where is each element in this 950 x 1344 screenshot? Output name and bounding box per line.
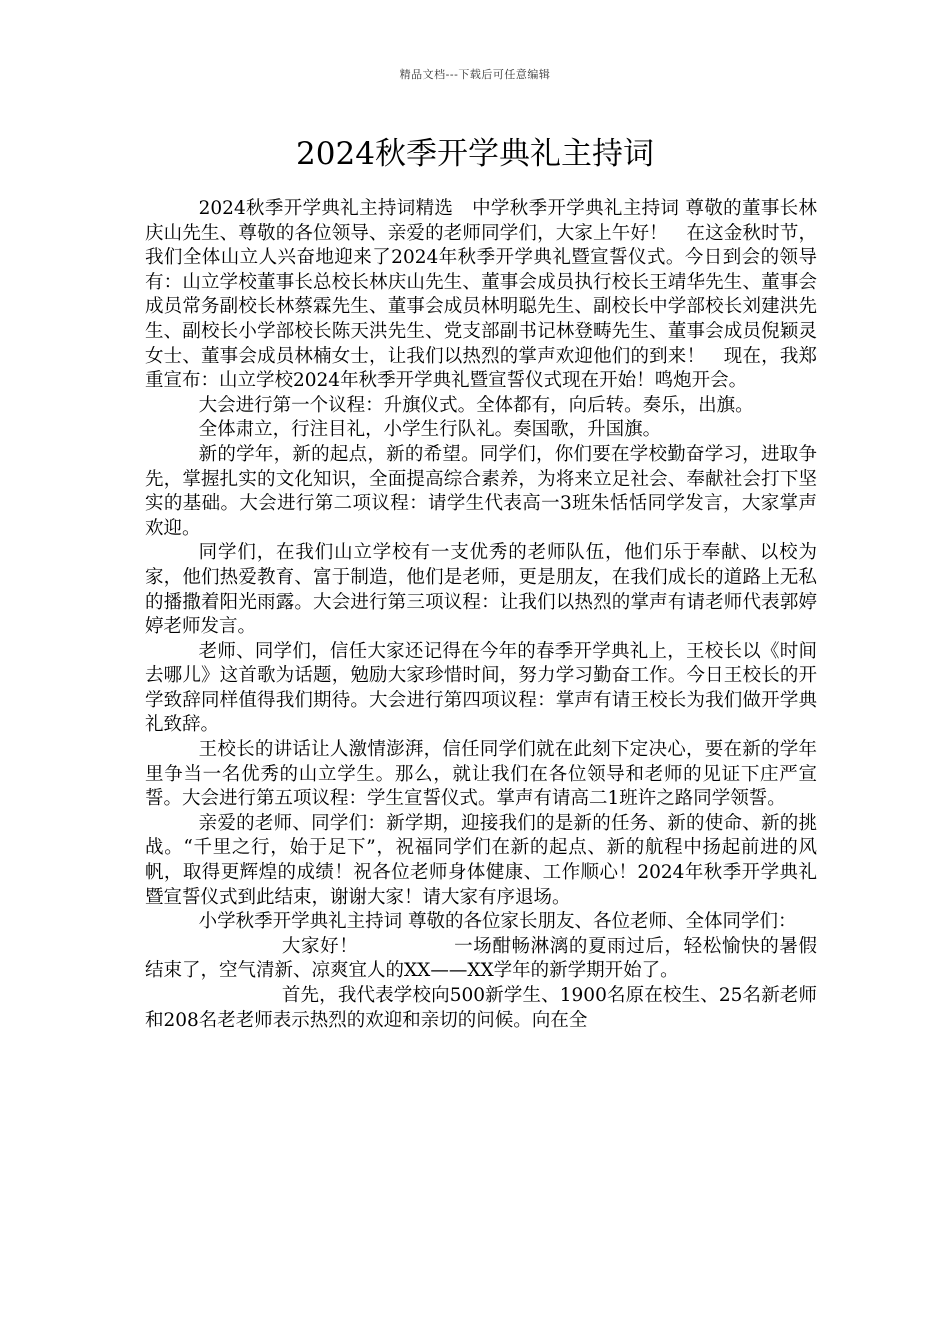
document-body bbox=[145, 197, 817, 1033]
paragraph: 王校长的讲话让人激情澎湃，信任同学们就在此刻下定决心，要在新的学年里争当一名优秀的山立学生。那么，就让我们在各位领导和老师的见证下庄严宣誓。大会进行第五项议程：学生宣誓仪式。掌声有请高二1班许之路同学领誓。 bbox=[145, 739, 817, 810]
header-note: 精品文档---下载后可任意编辑 bbox=[399, 68, 551, 81]
document-title: 2024秋季开学典礼主持词 bbox=[296, 136, 654, 172]
paragraph: 大家好！ 一场酣畅淋漓的夏雨过后，轻松愉快的暑假结束了，空气清新、凉爽宜人的XX——XX学年的新学期开始了。 bbox=[145, 935, 817, 982]
paragraph: 同学们，在我们山立学校有一支优秀的老师队伍，他们乐于奉献、以校为家，他们热爱教育、富于制造，他们是老师，更是朋友，在我们成长的道路上无私的播撒着阳光雨露。大会进行第三项议程：让我们以热烈的掌声有请老师代表郭婷婷老师发言。 bbox=[145, 542, 817, 638]
paragraph: 首先，我代表学校向500新学生、1900名原在校生、25名新老师和208名老老师表示热烈的欢迎和亲切的问候。向在全 bbox=[145, 985, 817, 1031]
paragraph: 亲爱的老师、同学们：新学期，迎接我们的是新的任务、新的使命、新的挑战。“千里之行，始于足下”，祝福同学们在新的起点、新的航程中扬起前进的风帆，取得更辉煌的成绩！祝各位老师身体健康、工作顺心！2024年秋季开学典礼暨宣誓仪式到此结束，谢谢大家！请大家有序退场。 bbox=[145, 812, 817, 908]
paragraph: 2024秋季开学典礼主持词精选 中学秋季开学典礼主持词 尊敬的董事长林庆山先生、尊敬的各位领导、亲爱的老师同学们，大家上午好！ 在这金秋时节，我们全体山立人兴奋地迎来了2024年秋季开学典礼暨宣誓仪式。今日到会的领导有：山立学校董事长总校长林庆山先生、董事会成员执行校长王靖华先生、董事会成员常务副校长林蔡霖先生、董事会成员林明聪先生、副校长中学部校长刘建洪先生、副校长小学部校长陈天洪先生、党支部副书记林登畴先生、董事会成员倪颖灵女士、董事会成员林楠女士，让我们以热烈的掌声欢迎他们的到来！ 现在，我郑重宣布：山立学校2024年秋季开学典礼暨宣誓仪式现在开始！鸣炮开会。 bbox=[145, 198, 817, 392]
paragraph: 大会进行第一个议程：升旗仪式。全体都有，向后转。奏乐，出旗。 bbox=[198, 394, 754, 416]
paragraph: 老师、同学们，信任大家还记得在今年的春季开学典礼上，王校长以《时间去哪儿》这首歌为话题，勉励大家珍惜时间，努力学习勤奋工作。今日王校长的开学致辞同样值得我们期待。大会进行第四项议程：掌声有请王校长为我们做开学典礼致辞。 bbox=[145, 640, 817, 736]
paragraph: 小学秋季开学典礼主持词 尊敬的各位家长朋友、各位老师、全体同学们： bbox=[198, 911, 797, 933]
paragraph: 新的学年，新的起点，新的希望。同学们，你们要在学校勤奋学习，进取争先，掌握扎实的文化知识，全面提高综合素养，为将来立足社会、奉献社会打下坚实的基础。大会进行第二项议程：请学生代表高一3班朱恬恬同学发言，大家掌声欢迎。 bbox=[145, 443, 817, 539]
paragraph: 全体肃立，行注目礼，小学生行队礼。奏国歌，升国旗。 bbox=[198, 419, 662, 441]
